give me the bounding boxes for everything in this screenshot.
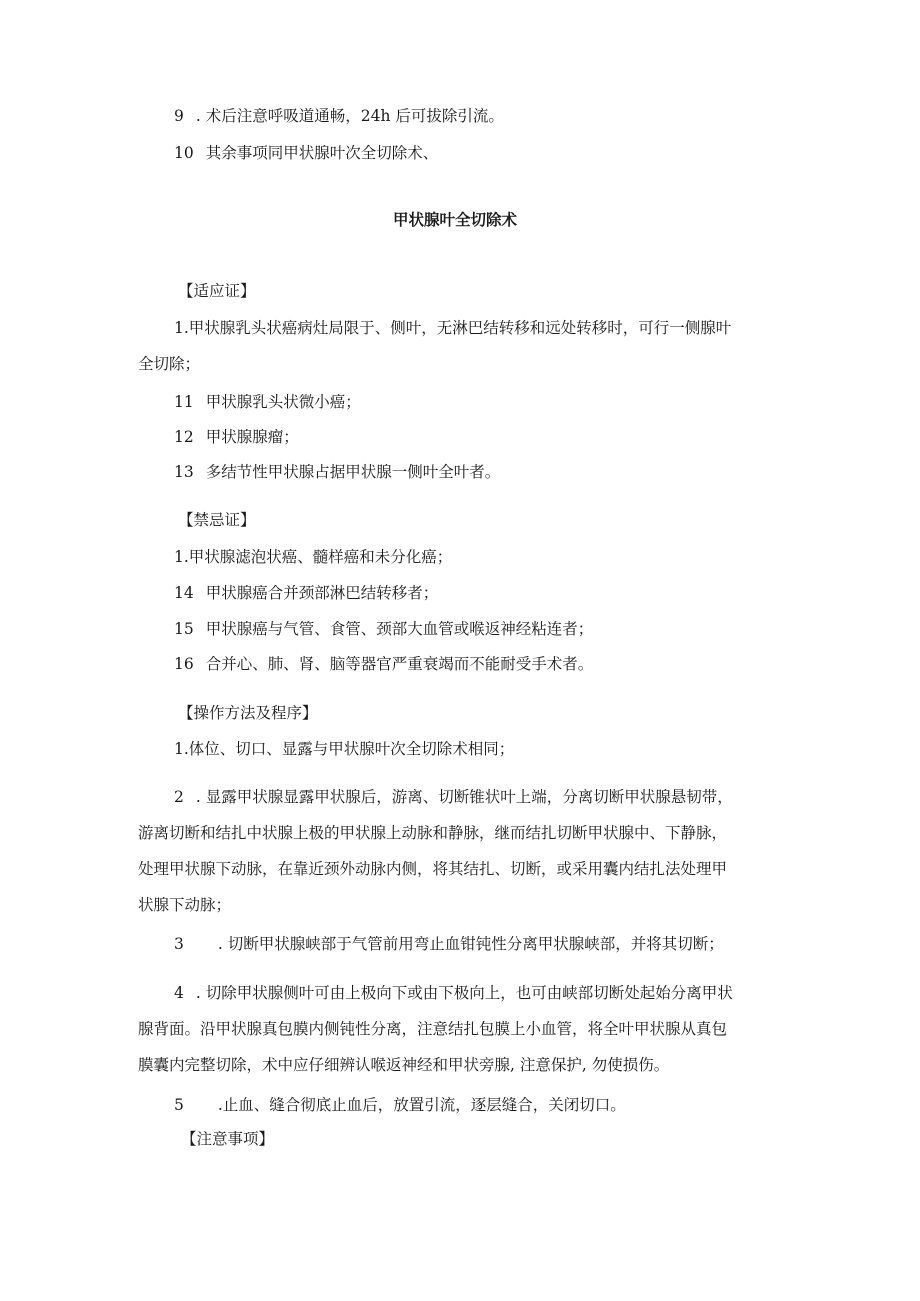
item-text: 多结节性甲状腺占据甲状腺一侧叶全叶者。 [205, 463, 501, 481]
procedure-step-2-continued: 状腺下动脉； [138, 896, 232, 914]
procedure-step-2-continued: 处理甲状腺下动脉，在靠近颈外动脉内侧，将其结扎、切断，或采用囊内结扎法处理甲 [138, 860, 728, 878]
item-text: 其余事项同甲状腺叶次全切除术、 [205, 144, 439, 162]
step-text: . 切除甲状腺侧叶可由上极向下或由下极向上，也可由峡部切断处起始分离甲状 [195, 984, 733, 1002]
step-text: .止血、缝合彻底止血后，放置引流，逐层缝合，关闭切口。 [217, 1096, 626, 1114]
step-number: 5 [174, 1096, 184, 1114]
contraindication-item-1: 1.甲状腺滤泡状癌、髓样癌和未分化癌； [174, 548, 453, 566]
step-number: 4 [174, 984, 184, 1002]
list-item [174, 427, 299, 447]
procedure-step-3 [174, 934, 724, 954]
list-item [174, 106, 504, 126]
item-number: 9 [174, 107, 184, 125]
precautions-heading: 【注意事项】 [181, 1130, 275, 1148]
list-item [174, 143, 438, 163]
indications-heading: 【适应证】 [178, 282, 256, 300]
item-number: 15 [174, 620, 194, 638]
step-text: . 切断甲状腺峡部于气管前用弯止血钳钝性分离甲状腺峡部，并将其切断； [217, 935, 724, 953]
procedure-heading: 【操作方法及程序】 [178, 704, 318, 722]
item-text: 甲状腺乳头状微小癌； [205, 393, 361, 411]
step-text: . 显露甲状腺显露甲状腺后，游离、切断锥状叶上端，分离切断甲状腺悬韧带， [195, 788, 733, 806]
list-item [174, 392, 361, 412]
item-text: 合并心、肺、肾、脑等器官严重衰竭而不能耐受手术者。 [205, 655, 594, 673]
procedure-step-5 [174, 1095, 626, 1115]
item-number: 13 [174, 463, 194, 481]
item-number: 14 [174, 584, 194, 602]
item-text: 甲状腺癌合并颈部淋巴结转移者； [205, 584, 439, 602]
item-number: 11 [174, 393, 194, 411]
indication-item-1: 1.甲状腺乳头状癌病灶局限于、侧叶，无淋巴结转移和远处转移时，可行一侧腺叶 [174, 319, 732, 337]
section-title: 甲状腺叶全切除术 [393, 211, 518, 229]
list-item [174, 583, 438, 603]
procedure-step-2-continued: 游离切断和结扎中状腺上极的甲状腺上动脉和静脉，继而结扎切断甲状腺中、下静脉， [138, 824, 728, 842]
item-number: 10 [174, 144, 194, 162]
procedure-step-4-continued: 膜囊内完整切除，术中应仔细辨认喉返神经和甲状旁腺, 注意保护, 勿使损伤。 [138, 1056, 670, 1074]
list-item [174, 619, 593, 639]
item-text: 甲状腺癌与气管、食管、颈部大血管或喉返神经粘连者； [205, 620, 594, 638]
item-number: 12 [174, 428, 194, 446]
procedure-step-1: 1.体位、切口、显露与甲状腺叶次全切除术相同； [174, 740, 515, 758]
step-number: 3 [174, 935, 184, 953]
item-text: 甲状腺腺瘤； [205, 428, 299, 446]
item-text: . 术后注意呼吸道通畅，24h 后可拔除引流。 [195, 107, 504, 125]
list-item [174, 462, 500, 482]
procedure-step-2 [174, 787, 733, 807]
step-number: 2 [174, 788, 184, 806]
indication-item-1-continued: 全切除； [138, 355, 201, 373]
procedure-step-4 [174, 983, 733, 1003]
contraindications-heading: 【禁忌证】 [178, 511, 256, 529]
procedure-step-4-continued: 腺背面。沿甲状腺真包膜内侧钝性分离，注意结扎包膜上小血管，将全叶甲状腺从真包 [138, 1020, 728, 1038]
item-number: 16 [174, 655, 194, 673]
list-item [174, 654, 593, 674]
